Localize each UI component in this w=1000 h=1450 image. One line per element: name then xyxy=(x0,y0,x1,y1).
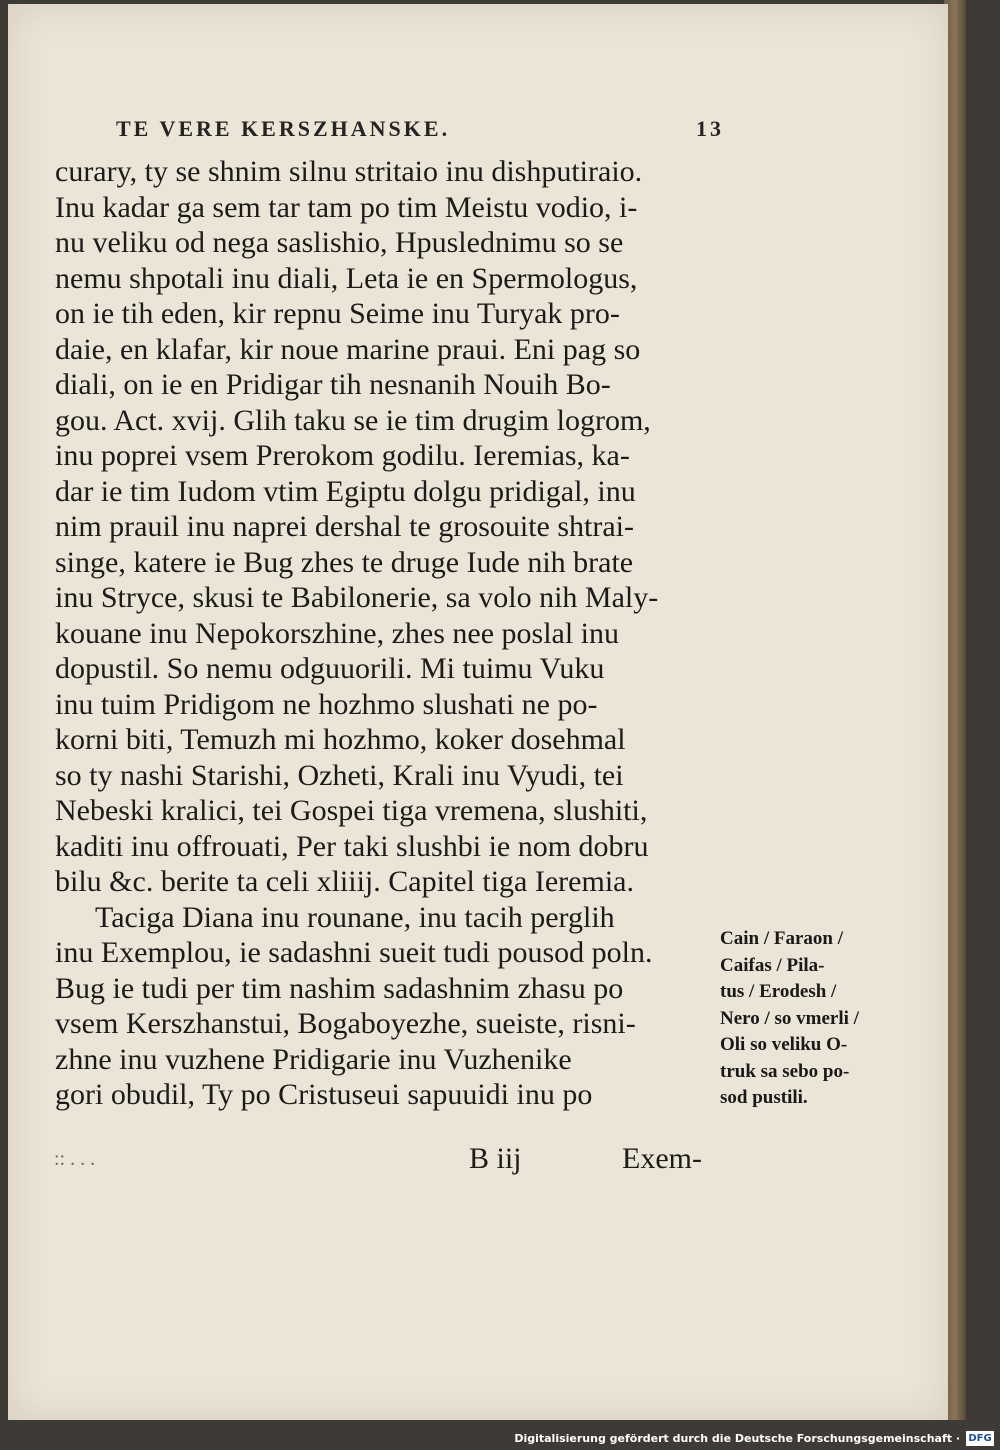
text-line: dar ie tim Iudom vtim Egiptu dolgu pridigal, inu xyxy=(55,474,636,508)
margin-note-line: Nero / so vmerli / xyxy=(720,1007,859,1029)
text-line: inu tuim Pridigom ne hozhmo slushati ne po- xyxy=(55,687,598,721)
text-line: inu Stryce, skusi te Babilonerie, sa volo nih Maly- xyxy=(55,581,659,614)
margin-note-line: truk sa sebo po- xyxy=(720,1060,850,1082)
text-line: so ty nashi Starishi, Ozheti, Krali inu Vyudi, tei xyxy=(55,758,624,792)
text-line: daie, en klafar, kir noue marine praui. Eni pag so xyxy=(55,332,641,366)
text-line: nim prauil inu naprei dershal te grosouite shtrai- xyxy=(55,510,635,543)
text-line: Bug ie tudi per tim nashim sadashnim zhasu po xyxy=(55,971,624,1005)
text-line-paragraph-start: Taciga Diana inu rounane, inu tacih perglih xyxy=(95,900,615,934)
text-line: bilu &c. berite ta celi xliiij. Capitel tiga Ieremia. xyxy=(55,865,634,898)
page-number: 13 xyxy=(696,116,724,141)
dfg-logo: DFG xyxy=(966,1431,994,1446)
text-line: vsem Kerszhanstui, Bogaboyezhe, sueiste, risni- xyxy=(55,1007,636,1040)
text-line: zhne inu vuzhene Pridigarie inu Vuzhenike xyxy=(55,1042,572,1076)
scanned-page xyxy=(8,4,948,1420)
signature-mark: B iij xyxy=(469,1142,522,1175)
text-line: gou. Act. xvij. Glih taku se ie tim drugim logrom, xyxy=(55,403,651,437)
text-line: diali, on ie en Pridigar tih nesnanih Nouih Bo- xyxy=(55,368,611,401)
text-line: on ie tih eden, kir repnu Seime inu Turyak pro- xyxy=(55,297,620,330)
text-line: nu veliku od nega saslishio, Hpuslednimu so se xyxy=(55,226,624,259)
text-line: singe, katere ie Bug zhes te druge Iude nih brate xyxy=(55,545,634,579)
funding-credit: Digitalisierung gefördert durch die Deutsche Forschungsgemeinschaft · xyxy=(514,1432,960,1445)
body-text xyxy=(55,154,725,1113)
signature-line xyxy=(54,1142,714,1182)
text-line: inu Exemplou, ie sadashni sueit tudi pousod poln. xyxy=(55,936,653,969)
catchword: Exem- xyxy=(622,1142,702,1175)
running-head-title: TE VERE KERSZHANSKE. xyxy=(116,116,451,141)
running-head xyxy=(116,116,724,142)
text-line: nemu shpotali inu diali, Leta ie en Spermologus, xyxy=(55,261,638,295)
text-line: Inu kadar ga sem tar tam po tim Meistu vodio, i- xyxy=(55,190,638,224)
text-line: korni biti, Temuzh mi hozhmo, koker dosehmal xyxy=(55,723,626,756)
margin-note-line: tus / Erodesh / xyxy=(720,981,837,1002)
text-line: gori obudil, Ty po Cristuseui sapuuidi inu po xyxy=(55,1078,593,1111)
margin-note-line: sod pustili. xyxy=(720,1087,808,1108)
margin-note-line: Cain / Faraon / xyxy=(720,928,843,949)
text-line: kouane inu Nepokorszhine, zhes nee poslal inu xyxy=(55,616,620,650)
text-line: kaditi inu offrouati, Per taki slushbi ie nom dobru xyxy=(55,829,649,863)
text-line: inu poprei vsem Prerokom godilu. Ieremias, ka- xyxy=(55,439,630,472)
printer-marks: :: . . . xyxy=(54,1148,96,1170)
text-line: Nebeski kralici, tei Gospei tiga vremena, slushiti, xyxy=(55,794,648,827)
margin-note-line: Oli so veliku O- xyxy=(720,1034,848,1055)
text-line: curary, ty se shnim silnu stritaio inu dishputiraio. xyxy=(55,155,643,188)
margin-note-line: Caifas / Pila- xyxy=(720,954,825,976)
text-line: dopustil. So nemu odguuorili. Mi tuimu Vuku xyxy=(55,652,605,685)
marginal-note xyxy=(720,926,900,1112)
